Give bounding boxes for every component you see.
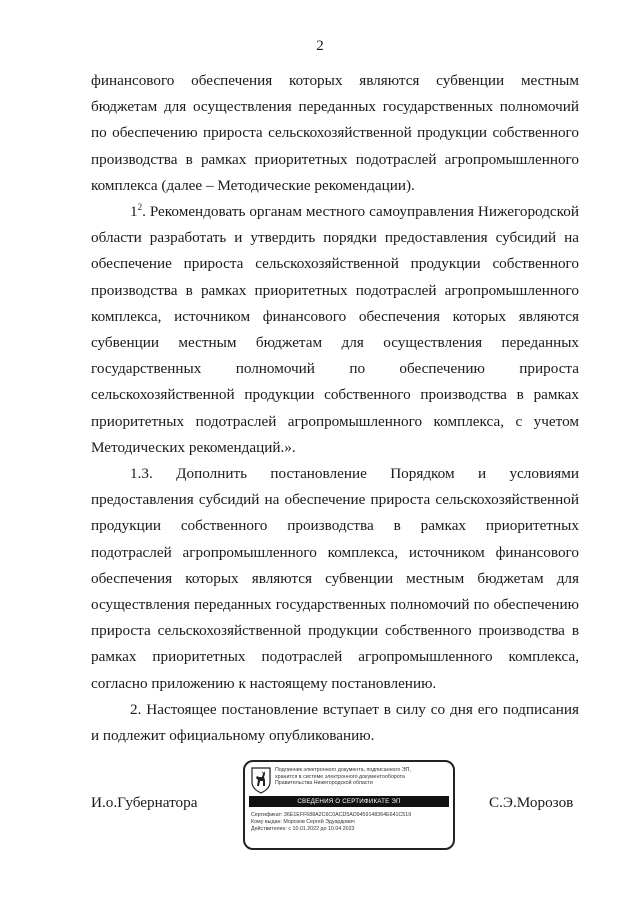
stamp-issued-to: Кому выдан: Морозов Сергей Эдуардович [251,819,355,825]
document-body [91,68,579,749]
stamp-certificate-details [251,812,449,833]
paragraph-continuation: финансового обеспечения которых являются субвенции местным бюджетам для осуществления переданных государственных полномочий по обеспечению прироста сельскохозяйственной продукции собственного производства в рамках приоритетных подотраслей агропромышленного комплекса (далее – Методические рекомендации). [91,72,579,194]
digital-signature-stamp [243,760,455,850]
stamp-header: Подлинник электронного документа, подписанного ЭП, хранится в системе электронного документооборота Правительства Нижегородской области [275,767,411,787]
paragraph-2: 2. Настоящее постановление вступает в силу со дня его подписания и подлежит официальному опубликованию. [91,700,579,745]
paragraph-1-3-text: Дополнить постановление Порядком и условиями предоставления субсидий на обеспечение прироста сельскохозяйственной продукции собственного производства в рамках приоритетных подотраслей агропромышленного комплекса, источником финансового обеспечения которых являются субвенции местным бюджетам для осуществления переданных государственных полномочий по обеспечению прироста сельскохозяйственной продукции собственного производства в рамках приоритетных подотраслей агропромышленного комплекса, согласно приложению к настоящему постановлению. [91,465,579,692]
page-number: 2 [316,38,324,54]
stamp-validity: Действителен: с 10.01.2022 до 10.04.2023 [251,826,355,832]
paragraph-number-1-3: 1.3. [130,465,153,483]
signer-title: И.о.Губернатора [91,794,198,811]
signer-name: С.Э.Морозов [489,794,574,811]
paragraph-1-2 [91,199,579,461]
paragraph-number-1-2: $1^2$. [130,202,146,221]
paragraph-1-3 [91,461,579,697]
stamp-certificate-number: Сертификат: 36E1EFF688A2C6C0ACD5AD9459148364E641C519 [251,812,412,818]
stamp-certificate-title: СВЕДЕНИЯ О СЕРТИФИКАТЕ ЭП [249,796,449,807]
deer-emblem-icon [250,766,272,794]
paragraph-1-2-text: Рекомендовать органам местного самоуправления Нижегородской области разработать и утвердить порядки предоставления субсидий на обеспечение прироста сельскохозяйственной продукции собственного производства в рамках приоритетных подотраслей агропромышленного комплекса, источником финансового обеспечения которых являются субвенции местным бюджетам для осуществления переданных государственных полномочий по обеспечению прироста сельскохозяйственной продукции собственного производства в рамках приоритетных подотраслей агропромышленного комплекса, с учетом Методических рекомендаций.». [91,203,579,456]
